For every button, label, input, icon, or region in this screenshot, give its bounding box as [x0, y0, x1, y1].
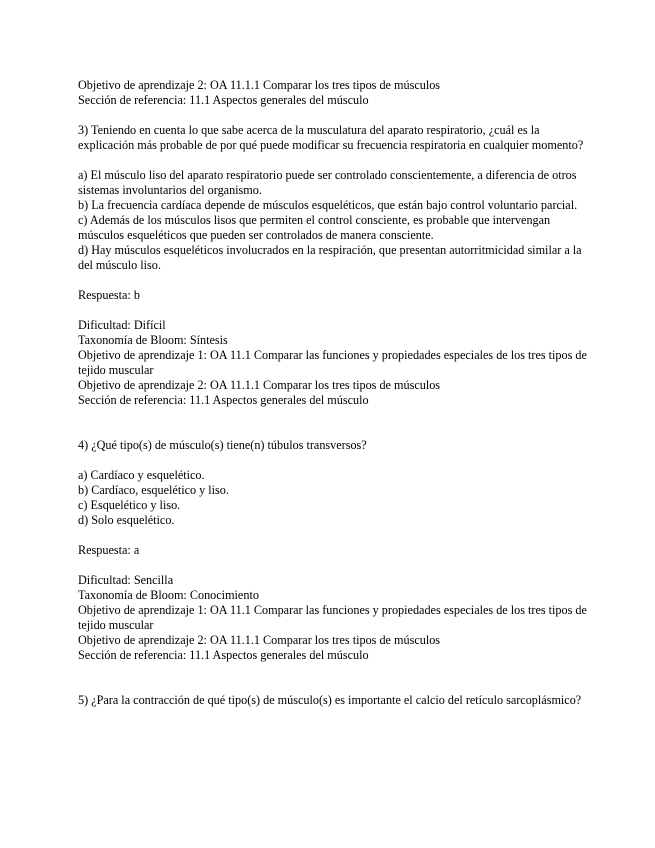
question-3-difficulty: Dificultad: Difícil	[78, 318, 166, 332]
question-3-objective-2: Objetivo de aprendizaje 2: OA 11.1.1 Comparar los tres tipos de músculos	[78, 378, 441, 392]
question-4-answer: Respuesta: a	[78, 543, 140, 557]
question-3-option-c: c) Además de los músculos lisos que permiten el control consciente, es probable que intervengan músculos esqueléticos que pueden ser controlados de manera consciente.	[78, 213, 551, 242]
question-3-option-a: a) El músculo liso del aparato respiratorio puede ser controlado conscientemente, a diferencia de otros sistemas involuntarios del organismo.	[78, 168, 577, 197]
question-4-section: Sección de referencia: 11.1 Aspectos generales del músculo	[78, 648, 369, 662]
document-content	[78, 78, 588, 708]
question-3-option-b: b) La frecuencia cardíaca depende de músculos esqueléticos, que están bajo control voluntario parcial.	[78, 198, 578, 212]
question-4-text: 4) ¿Qué tipo(s) de músculo(s) tiene(n) túbulos transversos?	[78, 438, 367, 452]
question-4-difficulty: Dificultad: Sencilla	[78, 573, 174, 587]
question-4-option-c: c) Esquelético y liso.	[78, 498, 181, 512]
question-4-objective-1: Objetivo de aprendizaje 1: OA 11.1 Comparar las funciones y propiedades especiales de los tres tipos de tejido muscular	[78, 603, 587, 632]
question-3-taxonomy: Taxonomía de Bloom: Síntesis	[78, 333, 228, 347]
question-4-objective-2: Objetivo de aprendizaje 2: OA 11.1.1 Comparar los tres tipos de músculos	[78, 633, 441, 647]
question-3-section: Sección de referencia: 11.1 Aspectos generales del músculo	[78, 393, 369, 407]
question-4-option-b: b) Cardíaco, esquelético y liso.	[78, 483, 229, 497]
question-3-text: 3) Teniendo en cuenta lo que sabe acerca de la musculatura del aparato respiratorio, ¿cuál es la explicación más probable de por qué puede modificar su frecuencia respiratoria en cualquier momento?	[78, 123, 584, 152]
question-4-option-a: a) Cardíaco y esquelético.	[78, 468, 205, 482]
question-3-objective-1: Objetivo de aprendizaje 1: OA 11.1 Comparar las funciones y propiedades especiales de los tres tipos de tejido muscular	[78, 348, 587, 377]
question-4-option-d: d) Solo esquelético.	[78, 513, 175, 527]
question-3-option-d: d) Hay músculos esqueléticos involucrados en la respiración, que presentan autorritmicidad similar a la del músculo liso.	[78, 243, 582, 272]
question-3-answer: Respuesta: b	[78, 288, 140, 302]
question-5-text: 5) ¿Para la contracción de qué tipo(s) de músculo(s) es importante el calcio del retículo sarcoplásmico?	[78, 693, 582, 707]
reference-section: Sección de referencia: 11.1 Aspectos generales del músculo	[78, 93, 369, 107]
learning-objective-2: Objetivo de aprendizaje 2: OA 11.1.1 Comparar los tres tipos de músculos	[78, 78, 441, 92]
question-4-taxonomy: Taxonomía de Bloom: Conocimiento	[78, 588, 259, 602]
